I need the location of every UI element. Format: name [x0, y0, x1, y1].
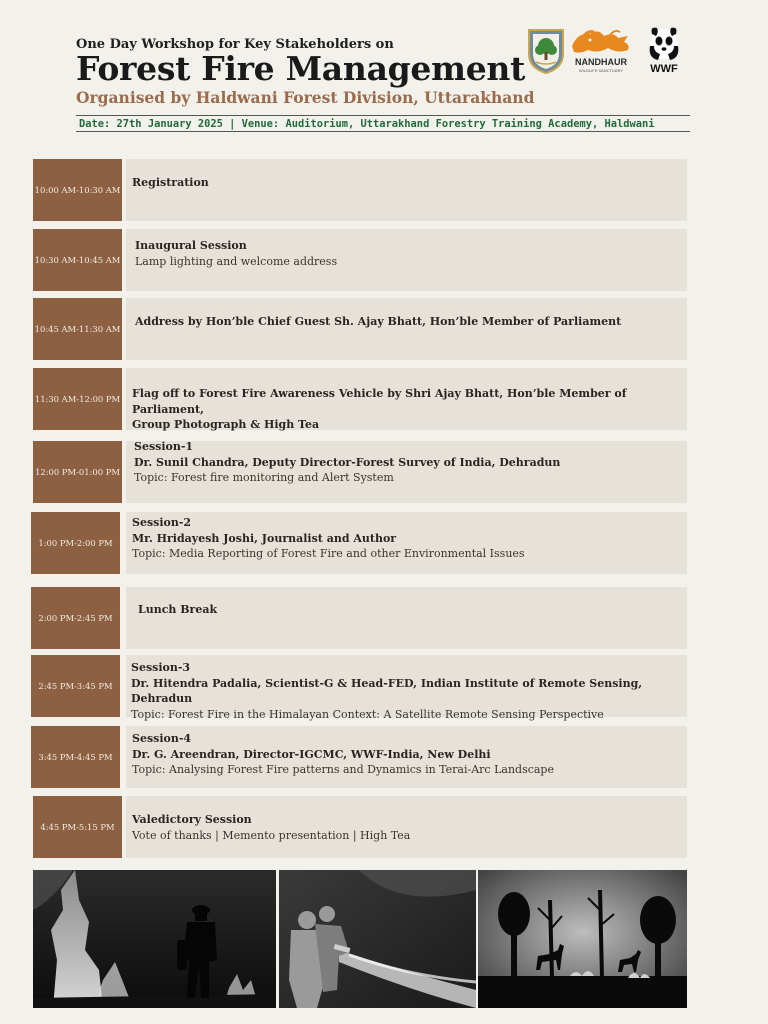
schedule-row — [0, 796, 768, 859]
session-speaker: Dr. Sunil Chandra, Deputy Director-Forest Survey of India, Dehradun — [134, 455, 561, 469]
page-title: Forest Fire Management — [76, 49, 526, 88]
time-slot: 10:30 AM-10:45 AM — [33, 229, 122, 291]
time-slot: 2:45 PM-3:45 PM — [31, 655, 120, 717]
session-speaker: Dr. Hitendra Padalia, Scientist-G & Head-FED, Indian Institute of Remote Sensing, Dehradun — [131, 676, 643, 705]
session-panel — [126, 298, 687, 360]
schedule-row — [0, 587, 768, 650]
session-label: Session-1 — [134, 440, 194, 453]
schedule-row — [0, 512, 768, 575]
schedule-row — [0, 726, 768, 789]
wildlife-forest-fire-illustration — [478, 870, 687, 1008]
time-slot: 10:00 AM-10:30 AM — [33, 159, 122, 221]
session-topic: Topic: Media Reporting of Forest Fire and other Environmental Issues — [132, 547, 525, 560]
schedule-row — [0, 229, 768, 292]
session-speaker: Mr. Hridayesh Joshi, Journalist and Author — [132, 531, 397, 545]
time-slot: 3:45 PM-4:45 PM — [31, 726, 120, 788]
session-title: Lunch Break — [138, 603, 218, 616]
time-slot: 12:00 PM-01:00 PM — [33, 441, 122, 503]
time-slot: 11:30 AM-12:00 PM — [33, 368, 122, 430]
date-venue-bar: Date: 27th January 2025 | Venue: Auditorium, Uttarakhand Forestry Training Academy, Haldwani — [76, 115, 690, 132]
session-content — [132, 515, 525, 562]
session-title-continued: Group Photograph & High Tea — [132, 418, 320, 431]
session-title: Valedictory Session — [132, 813, 252, 826]
session-panel — [126, 587, 687, 649]
firefighter-silhouette-photo — [33, 870, 276, 1008]
nandhaur-logo-icon — [568, 24, 634, 74]
session-label: Session-3 — [131, 661, 191, 674]
organiser-line: Organised by Haldwani Forest Division, Uttarakhand — [76, 88, 535, 107]
session-panel — [126, 229, 687, 291]
session-title: Registration — [132, 176, 209, 189]
session-content — [132, 731, 554, 778]
session-description: Vote of thanks | Memento presentation | High Tea — [132, 828, 411, 842]
session-content — [134, 439, 560, 486]
session-content — [132, 175, 209, 191]
session-title: Address by Hon’ble Chief Guest Sh. Ajay Bhatt, Hon’ble Member of Parliament — [135, 315, 622, 328]
session-panel — [126, 655, 687, 721]
session-content — [132, 812, 410, 843]
svg-text:WILDLIFE SANCTUARY: WILDLIFE SANCTUARY — [578, 68, 624, 73]
firefighters-hose-photo — [279, 870, 476, 1008]
schedule-row — [0, 159, 768, 222]
schedule-row — [0, 368, 768, 431]
session-topic: Topic: Forest fire monitoring and Alert System — [134, 471, 394, 484]
session-content — [135, 238, 337, 269]
session-panel — [126, 726, 687, 788]
svg-text:NANDHAUR: NANDHAUR — [575, 57, 627, 67]
session-speaker: Dr. G. Areendran, Director-IGCMC, WWF-India, New Delhi — [132, 747, 491, 761]
session-title: Inaugural Session — [135, 239, 247, 252]
time-slot: 4:45 PM-5:15 PM — [33, 796, 122, 858]
session-title: Flag off to Forest Fire Awareness Vehicle by Shri Ajay Bhatt, Hon’ble Member of Parliament, — [132, 387, 627, 416]
workshop-subtitle: One Day Workshop for Key Stakeholders on — [76, 37, 394, 52]
session-content — [135, 314, 621, 330]
svg-text:WWF: WWF — [650, 63, 678, 74]
schedule-row — [0, 655, 768, 721]
session-label: Session-2 — [132, 516, 192, 529]
session-panel — [126, 441, 687, 503]
forest-department-emblem-icon — [526, 26, 566, 74]
session-content — [138, 602, 217, 618]
session-topic: Topic: Forest Fire in the Himalayan Context: A Satellite Remote Sensing Perspective — [131, 707, 604, 721]
session-panel — [126, 796, 687, 858]
time-slot: 1:00 PM-2:00 PM — [31, 512, 120, 574]
session-description: Lamp lighting and welcome address — [135, 254, 338, 268]
session-panel — [126, 512, 687, 574]
schedule-row — [0, 298, 768, 361]
session-panel — [126, 159, 687, 221]
time-slot: 2:00 PM-2:45 PM — [31, 587, 120, 649]
time-slot: 10:45 AM-11:30 AM — [33, 298, 122, 360]
session-panel — [126, 368, 687, 430]
session-label: Session-4 — [132, 732, 192, 745]
schedule-row — [0, 441, 768, 504]
session-content — [131, 660, 687, 722]
session-topic: Topic: Analysing Forest Fire patterns and Dynamics in Terai-Arc Landscape — [132, 763, 554, 776]
wwf-panda-logo-icon — [646, 24, 682, 74]
session-content — [132, 386, 687, 433]
